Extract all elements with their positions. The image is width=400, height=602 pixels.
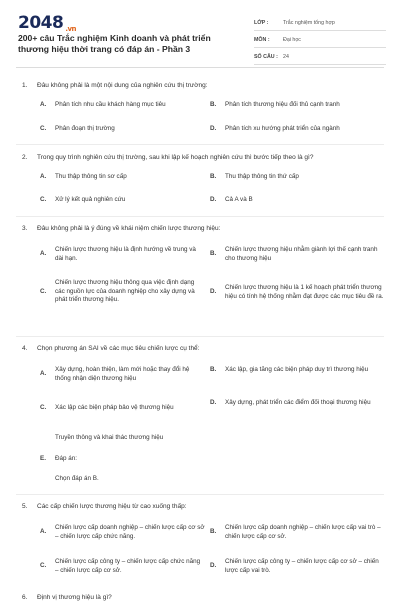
option-letter: D. <box>210 288 217 296</box>
option-text: Chiến lược thương hiệu là 1 kế hoạch phát triển thương hiệu có tính hệ thống nhằm đạt được các mục tiêu đề ra. <box>225 284 384 300</box>
option-2-c[interactable] <box>40 196 125 205</box>
option-letter: C. <box>40 196 47 203</box>
option-3-d[interactable] <box>210 284 385 301</box>
option-4-a[interactable] <box>40 366 205 383</box>
option-5-a[interactable] <box>40 524 205 541</box>
document-title: 200+ câu Trắc nghiệm Kinh doanh và phát triển thương hiệu thời trang có đáp án - Phần 3 <box>18 33 211 54</box>
site-logo[interactable] <box>18 13 76 33</box>
option-letter: D. <box>210 196 217 203</box>
question-text <box>22 224 382 233</box>
question-number: 5. <box>22 503 28 510</box>
option-1-d[interactable] <box>210 125 340 134</box>
option-4-d[interactable] <box>210 399 385 408</box>
meta-value: 24 <box>283 53 289 60</box>
logo-domain: .vn <box>65 25 77 33</box>
option-letter: B. <box>210 101 217 108</box>
option-3-c[interactable] <box>40 279 205 305</box>
option-5-d[interactable] <box>210 558 385 575</box>
question-stem: Chọn phương án SAI về các mục tiêu chiến lược cụ thể: <box>37 345 200 352</box>
option-letter: A. <box>40 370 47 378</box>
option-text: Chiến lược thương hiệu nhằm giành lợi thế cạnh tranh cho thương hiệu <box>225 246 378 262</box>
option-2-a[interactable] <box>40 173 127 182</box>
option-text: Thu thập thông tin sơ cấp <box>55 173 127 180</box>
question-text <box>22 153 382 162</box>
question-text <box>22 344 382 353</box>
question-divider <box>16 144 384 145</box>
option-text: Phân tích thương hiệu đối thủ cạnh tranh <box>225 101 340 108</box>
option-letter: B. <box>210 250 217 258</box>
question-stem: Định vị thương hiệu là gì? <box>37 594 112 601</box>
meta-row-class <box>254 17 386 28</box>
option-2-b[interactable] <box>210 173 299 182</box>
option-1-a[interactable] <box>40 101 166 110</box>
question-2 <box>22 153 382 162</box>
option-text: Thu thập thông tin thứ cấp <box>225 173 299 180</box>
option-letter: D. <box>210 125 217 132</box>
answer-label-text: Đáp án: <box>55 455 78 462</box>
question-1 <box>22 81 382 90</box>
question-stem: Các cấp chiến lược thương hiệu từ cao xuống thấp: <box>37 503 187 510</box>
option-5-b[interactable] <box>210 524 385 541</box>
option-text: Xây dựng, phát triển các điểm đối thoại thương hiệu <box>225 399 371 406</box>
option-text: Phân đoạn thị trường <box>55 125 115 132</box>
option-1-b[interactable] <box>210 101 340 110</box>
option-text: Xác lập, gia tăng các biện pháp duy trì thương hiệu <box>225 366 369 373</box>
option-text: Chiến lược cấp doanh nghiệp – chiến lược cấp cơ sở – chiến lược cấp chức năng. <box>55 524 205 540</box>
option-text: Cả A và B <box>225 196 253 203</box>
question-text <box>22 502 382 511</box>
option-text: Xử lý kết quả nghiên cứu <box>55 196 126 203</box>
question-stem: Đâu không phải là một nội dung của nghiên cứu thị trường: <box>37 82 208 89</box>
option-text: Phân tích nhu cầu khách hàng mục tiêu <box>55 101 166 108</box>
option-letter: A. <box>40 528 47 536</box>
question-3 <box>22 224 382 233</box>
meta-key: MÔN : <box>254 36 270 43</box>
option-text: Chiến lược cấp công ty – chiến lược cấp cơ sở – chiến lược cấp vai trò. <box>225 558 379 574</box>
meta-key: LỚP : <box>254 19 269 26</box>
option-1-c[interactable] <box>40 125 115 134</box>
option-4-c[interactable] <box>40 404 174 413</box>
option-letter: C. <box>40 125 47 132</box>
option-3-b[interactable] <box>210 246 385 263</box>
question-number: 1. <box>22 82 28 89</box>
option-2-d[interactable] <box>210 196 253 205</box>
question-number: 4. <box>22 345 28 352</box>
answer-letter: E. <box>40 455 46 462</box>
option-letter: A. <box>40 173 47 180</box>
answer-text: Chọn đáp án B. <box>55 475 99 482</box>
option-letter: D. <box>210 399 217 406</box>
question-divider <box>16 216 384 217</box>
meta-row-subject <box>254 34 386 45</box>
question-6 <box>22 593 382 602</box>
option-letter: C. <box>40 404 47 411</box>
meta-value: Trắc nghiệm tổng hợp <box>283 19 335 26</box>
answer-label <box>40 455 77 464</box>
meta-key: SỐ CÂU : <box>254 53 278 60</box>
header-divider <box>16 67 384 68</box>
option-5-c[interactable] <box>40 558 205 575</box>
question-number: 6. <box>22 594 28 601</box>
option-text: Phân tích xu hướng phát triển của ngành <box>225 125 340 132</box>
option-letter: A. <box>40 101 47 108</box>
option-letter: B. <box>210 366 217 373</box>
option-text: Xác lập các biện pháp bảo vệ thương hiệu <box>55 404 174 411</box>
question-text <box>22 593 382 602</box>
option-letter: B. <box>210 173 217 180</box>
question-5 <box>22 502 382 511</box>
option-text: Xây dựng, hoàn thiện, làm mới hoặc thay đổi hệ thống nhận diện thương hiệu <box>55 366 190 382</box>
option-letter: C. <box>40 562 47 570</box>
option-text: Chiến lược cấp công ty – chiến lược cấp chức năng – chiến lược cấp cơ sở. <box>55 558 201 574</box>
option-text: Chiến lược thương hiệu thông qua việc định dạng các nguồn lực của doanh nghiệp cho xây dựng và phát triển thương hiệu. <box>55 279 195 304</box>
option-4-b[interactable] <box>210 366 385 375</box>
question-divider <box>16 494 384 495</box>
option-3-a[interactable] <box>40 246 205 263</box>
option-text: Chiến lược thương hiệu là định hướng về trung và dài hạn. <box>55 246 196 262</box>
question-stem: Đâu không phải là ý đúng về khái niệm chiến lược thương hiệu: <box>37 225 221 232</box>
question-text <box>22 81 382 90</box>
option-letter: C. <box>40 287 47 295</box>
logo-text: 2048 <box>18 13 64 33</box>
document-header <box>0 0 400 65</box>
question-4 <box>22 344 382 353</box>
question-stem: Trong quy trình nghiên cứu thị trường, sau khi lập kế hoạch nghiên cứu thì bước tiếp theo là gì? <box>37 154 314 161</box>
question-number: 3. <box>22 225 28 232</box>
question-number: 2. <box>22 154 28 161</box>
option-letter: B. <box>210 528 217 536</box>
document-meta <box>254 17 386 68</box>
option-letter: D. <box>210 562 217 570</box>
option-extra-line: Truyền thông và khai thác thương hiệu <box>55 434 164 441</box>
meta-value: Đại học <box>283 36 301 43</box>
question-divider <box>16 336 384 337</box>
meta-row-count <box>254 51 386 62</box>
option-text: Chiến lược cấp doanh nghiệp – chiến lược cấp vai trò – chiến lược cấp cơ sở. <box>225 524 381 540</box>
option-letter: A. <box>40 250 47 258</box>
